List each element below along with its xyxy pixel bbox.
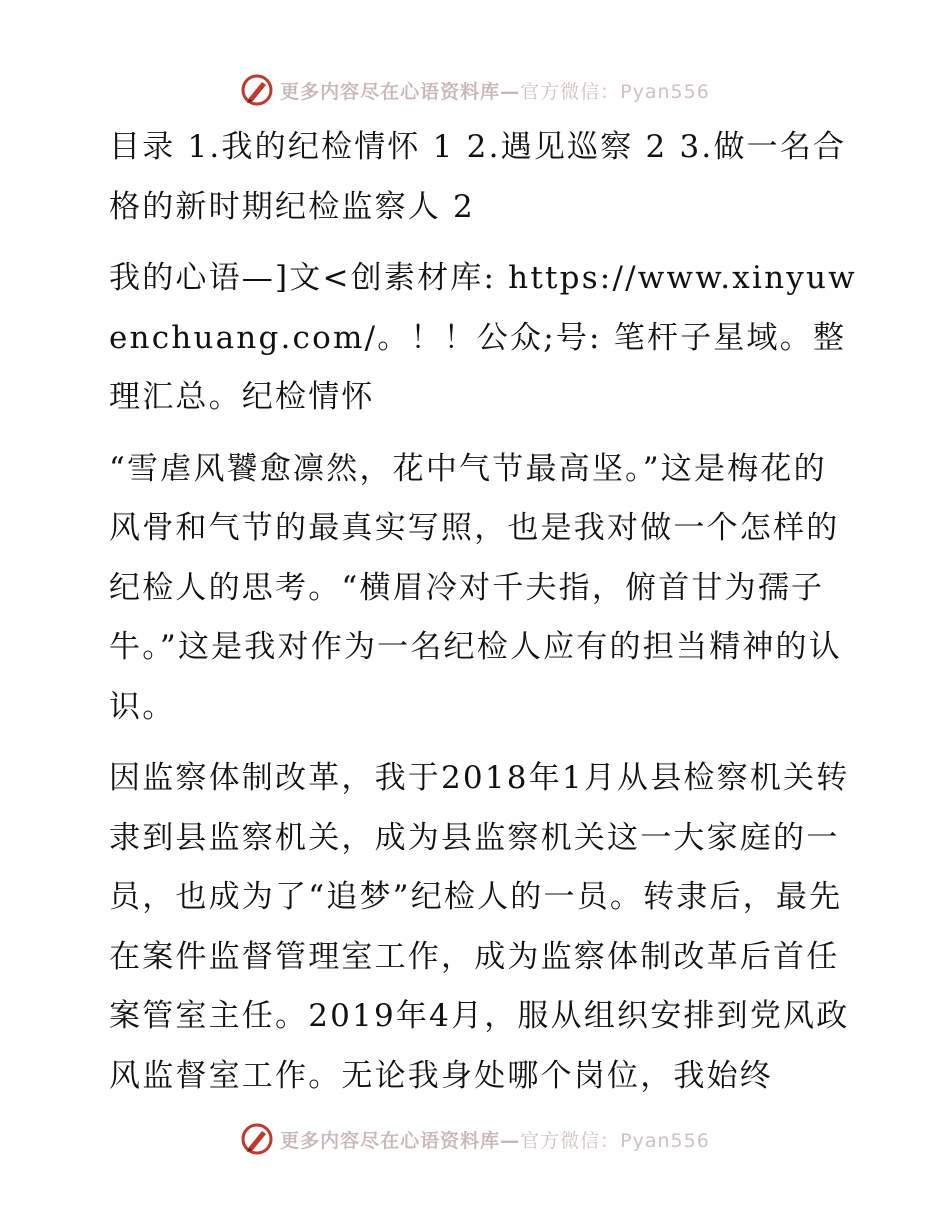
footer-watermark-text — [280, 1126, 710, 1153]
source-note-paragraph: 我的心语—]文<创素材库: https://www.xinyuwenchuang.com/。！！公众;号: 笔杆子星域。整理汇总。纪检情怀 — [109, 260, 857, 415]
table-of-contents: 目录 1.我的纪检情怀 1 2.遇见巡察 2 3.做一名合格的新时期纪检监察人 2 — [109, 129, 847, 225]
pen-logo-icon — [240, 73, 274, 107]
footer-watermark — [0, 1119, 950, 1159]
document-body — [97, 118, 857, 1106]
promo-text: 更多内容尽在心语资料库 — [280, 1129, 501, 1152]
header-watermark — [0, 70, 950, 110]
pen-logo-icon — [240, 1122, 274, 1156]
wechat-text: 官方微信：Pyan556 — [520, 1129, 710, 1152]
body-paragraph-1: “雪虐风饕愈凛然，花中气节最高坚。”这是梅花的风骨和气节的最真实写照，也是我对做一个怎样的纪检人的思考。“横眉冷对千夫指，俯首甘为孺子牛。”这是我对作为一名纪检人应有的担当精神的认识。 — [109, 450, 842, 725]
wechat-text: 官方微信：Pyan556 — [520, 80, 710, 103]
separator-text: — — [500, 80, 521, 103]
header-watermark-text — [280, 77, 710, 104]
separator-text: — — [500, 1129, 521, 1152]
promo-text: 更多内容尽在心语资料库 — [280, 80, 501, 103]
body-paragraph-2: 因监察体制改革，我于2018年1月从县检察机关转隶到县监察机关，成为县监察机关这一大家庭的一员，也成为了“追梦”纪检人的一员。转隶后，最先在案件监督管理室工作，成为监察体制改革后首任案管室主任。2019年4月，服从组织安排到党风政风监督室工作。无论我身处哪个岗位，我始终 — [109, 760, 850, 1094]
